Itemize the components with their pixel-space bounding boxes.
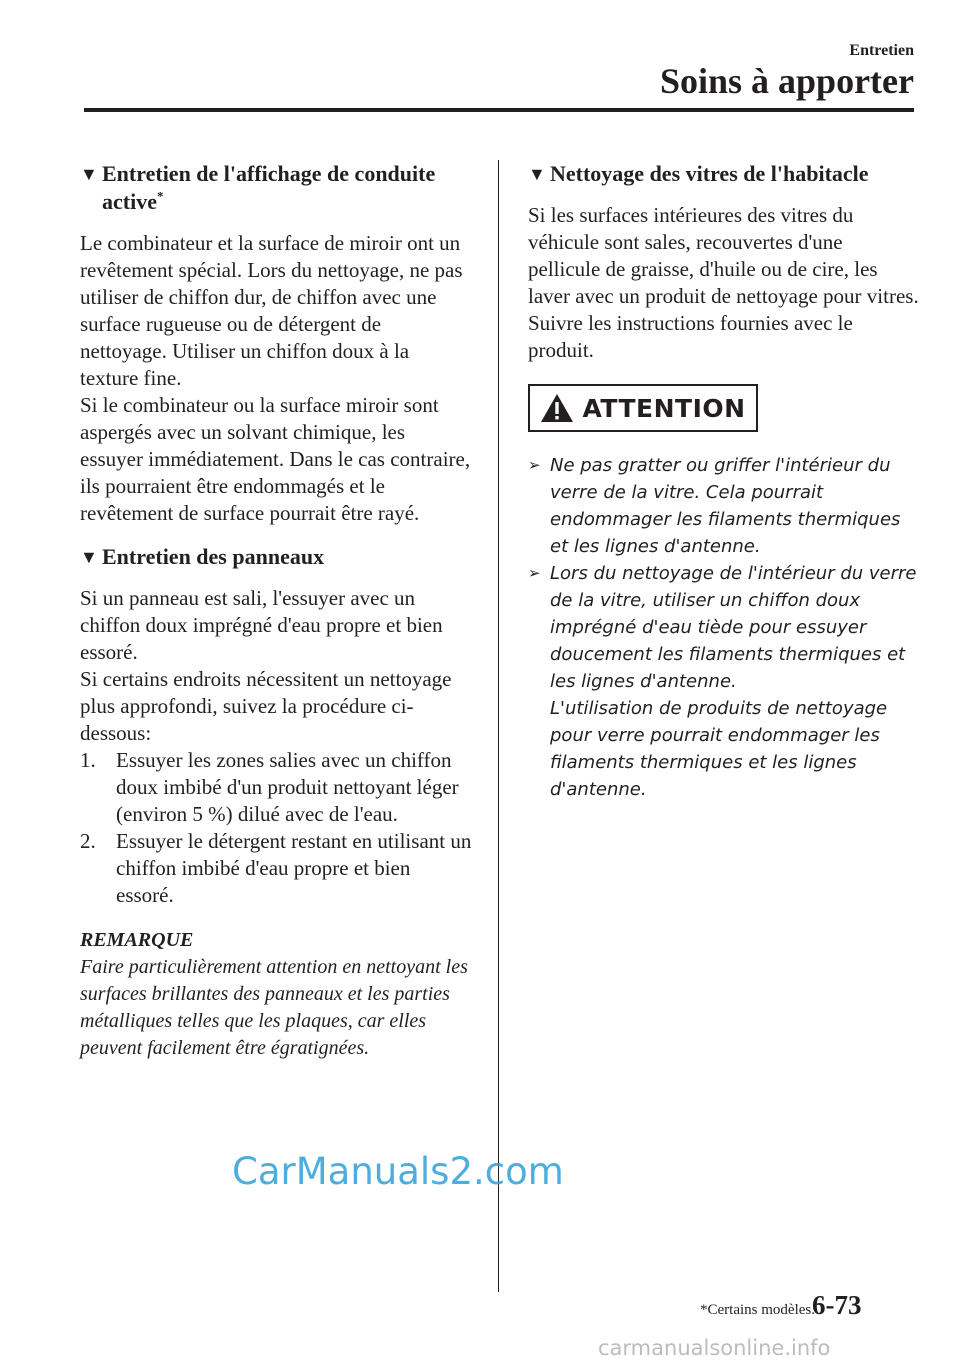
attention-banner xyxy=(528,384,758,432)
left-column xyxy=(80,160,472,1062)
list-item xyxy=(528,452,920,560)
list-item xyxy=(528,560,920,803)
attention-list xyxy=(528,452,920,803)
paragraph: Si le combinateur ou la surface miroir sont aspergés avec un solvant chimique, les essuyer immédiatement. Dans le cas contraire, ils pourraient être endommagés et le revêtement de surface pourrait être rayé. xyxy=(80,393,471,525)
section-heading-panneaux xyxy=(80,543,472,571)
warning-triangle-icon xyxy=(540,393,574,423)
footnote: *Certains modèles. xyxy=(700,1302,815,1318)
column-divider xyxy=(498,160,499,1292)
page-title: Soins à apporter xyxy=(659,61,914,101)
step-number: 1. xyxy=(80,748,96,772)
right-column xyxy=(528,160,920,803)
note-body: Faire particulièrement attention en nettoyant les surfaces brillantes des panneaux et les parties métalliques telles que les plaques, car elles peuvent facilement être égratignées. xyxy=(80,956,468,1059)
heading-text: Entretien de l'affichage de conduite active* xyxy=(102,161,436,214)
section-heading-vitres xyxy=(528,160,920,188)
heading-text: Entretien des panneaux xyxy=(102,544,325,569)
source-watermark: carmanualsonline.info xyxy=(598,1336,831,1360)
page-number: 6-73 xyxy=(812,1290,862,1320)
triangle-down-icon: ▼ xyxy=(80,164,98,184)
section-label: Entretien xyxy=(849,42,914,59)
paragraph: Si les surfaces intérieures des vitres du véhicule sont sales, recouvertes d'une pellicule de graisse, d'huile ou de cire, les laver avec un produit de nettoyage pour vitres. Suivre les instructions fournies avec le produit. xyxy=(528,203,919,362)
step-text: Essuyer le détergent restant en utilisant un chiffon imbibé d'eau propre et bien essoré. xyxy=(116,829,472,907)
procedure-steps xyxy=(80,747,472,909)
asterisk-footnote-marker: * xyxy=(156,188,164,204)
attention-label: ATTENTION xyxy=(582,393,746,423)
bullet-text: Ne pas gratter ou griffer l'intérieur du verre de la vitre. Cela pourrait endommager les filaments thermiques et les lignes d'antenne. xyxy=(550,455,901,557)
section-heading-affichage xyxy=(80,160,472,216)
bullet-text: Lors du nettoyage de l'intérieur du verre de la vitre, utiliser un chiffon doux imprégné d'eau tiède pour essuyer doucement les filaments thermiques et les lignes d'antenne. L'utilisation de produits de nettoyage pour verre pourrait endommager les filaments thermiques et les lignes d'antenne. xyxy=(550,563,917,800)
note-heading: REMARQUE xyxy=(80,929,194,951)
header-rule xyxy=(84,108,914,112)
triangle-down-icon: ▼ xyxy=(80,547,98,567)
paragraph: Si un panneau est sali, l'essuyer avec un chiffon doux imprégné d'eau propre et bien essoré. xyxy=(80,586,443,664)
list-item xyxy=(80,747,472,828)
paragraph: Le combinateur et la surface de miroir ont un revêtement spécial. Lors du nettoyage, ne pas utiliser de chiffon dur, de chiffon avec une surface rugueuse ou de détergent de nettoyage. Utiliser un chiffon doux à la texture fine. xyxy=(80,231,463,390)
step-text: Essuyer les zones salies avec un chiffon doux imbibé d'un produit nettoyant léger (environ 5 %) dilué avec de l'eau. xyxy=(116,748,459,826)
triangle-down-icon: ▼ xyxy=(528,164,546,184)
step-number: 2. xyxy=(80,829,96,853)
arrow-right-icon: ➢ xyxy=(528,564,541,582)
paragraph: Si certains endroits nécessitent un nettoyage plus approfondi, suivez la procédure ci-dessous: xyxy=(80,667,452,745)
heading-text: Nettoyage des vitres de l'habitacle xyxy=(550,161,869,186)
arrow-right-icon: ➢ xyxy=(528,456,541,474)
watermark-text: CarManuals2.com xyxy=(232,1150,564,1193)
list-item xyxy=(80,828,472,909)
